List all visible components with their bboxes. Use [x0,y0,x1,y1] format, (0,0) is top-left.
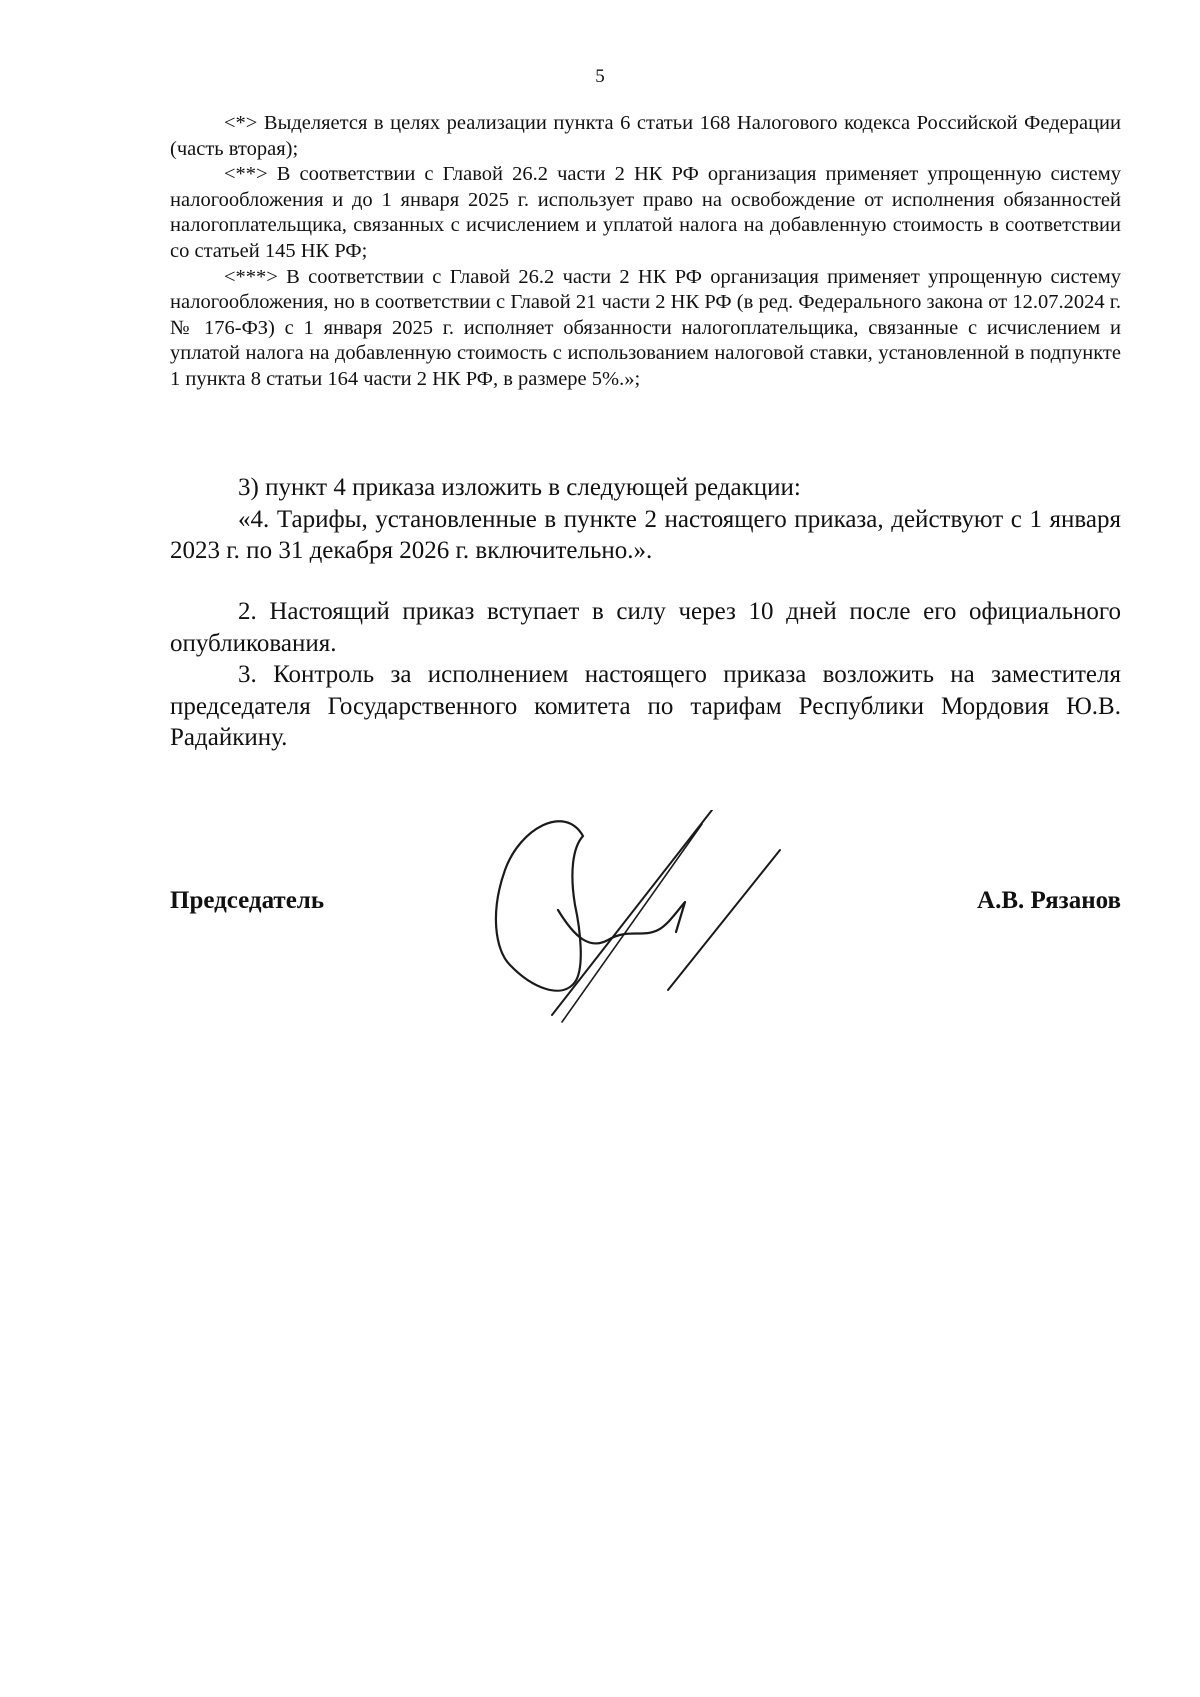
signatory-name: А.В. Рязанов [977,887,1121,914]
handwritten-signature [490,810,830,1035]
page-number: 5 [595,66,605,87]
footnote-3: <***> В соответствии с Главой 26.2 части 2 НК РФ организация применяет упрощенную систему налогообложения, но в соответствии с Главой 21 части 2 НК РФ (в ред. Федерального закона от 12.07.2024 г. № 176-ФЗ) с 1 января 2025 г. исполняет обязанности налогоплательщика, связанные с исчислением и уплатой налога на добавленную стоимость с использованием налоговой ставки, установленной в подпункте 1 пункта 8 статьи 164 части 2 НК РФ, в размере 5%.»; [170,265,1121,390]
footnotes-block [170,111,1121,393]
item-3-text: «4. Тарифы, установленные в пункте 2 настоящего приказа, действуют с 1 января 2023 г. по 31 декабря 2026 г. включительно.». [170,505,1121,564]
item-3-block [170,472,1121,567]
final-points-block [170,596,1121,754]
point-3: 3. Контроль за исполнением настоящего приказа возложить на заместителя председателя Государственного комитета по тарифам Республики Мордовия Ю.В. Радайкину. [170,661,1121,751]
footnote-1: <*> Выделяется в целях реализации пункта 6 статьи 168 Налогового кодекса Российской Федерации (часть вторая); [170,112,1121,160]
item-3-intro: 3) пункт 4 приказа изложить в следующей редакции: [238,474,801,501]
footnote-2: <**> В соответствии с Главой 26.2 части 2 НК РФ организация применяет упрощенную систему налогообложения и до 1 января 2025 г. использует право на освобождение от исполнения обязанностей налогоплательщика, связанных с исчислением и уплатой налога на добавленную стоимость в соответствии со статьей 145 НК РФ; [170,163,1121,262]
signatory-title: Председатель [170,887,325,914]
point-2: 2. Настоящий приказ вступает в силу через 10 дней после его официального опубликования. [170,598,1121,657]
